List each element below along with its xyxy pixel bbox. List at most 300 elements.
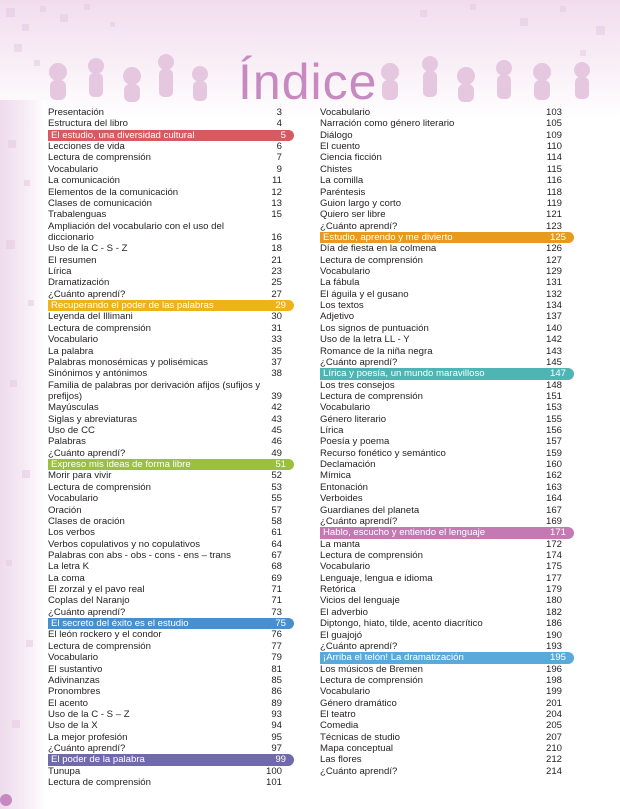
toc-entry-title: Elementos de la comunicación [48,186,179,198]
toc-entry [48,380,294,403]
toc-entry-title: Pronombres [48,686,101,698]
toc-entry [48,561,294,572]
toc-entry-page: 126 [545,243,562,255]
toc-entry-page: 16 [271,231,282,243]
toc-entry-title: ¿Cuánto aprendí? [320,515,398,527]
toc-entry [320,686,574,697]
toc-entry-page: 214 [545,765,562,777]
toc-entry-page: 115 [546,163,562,175]
toc-entry-title: Los textos [320,300,364,312]
toc-entry-page: 171 [549,527,566,539]
toc-entry [48,686,294,697]
toc-entry-page: 68 [271,561,282,573]
toc-section-header [320,527,574,538]
toc-entry [320,289,574,300]
toc-entry-title: Lectura de comprensión [48,777,151,789]
toc-entry [320,573,574,584]
toc-entry-page: 51 [275,459,286,471]
page-title: Índice [238,54,378,110]
toc-entry [320,334,574,345]
toc-entry-title: El cuento [320,141,361,153]
toc-entry-page: 58 [271,515,282,527]
toc-entry-page: 175 [545,561,562,573]
toc-entry-page: 85 [271,674,282,686]
toc-entry-page: 30 [271,311,282,323]
toc-entry-title: ¿Cuánto aprendí? [48,606,126,618]
toc-entry-title: Adivinanzas [48,674,100,686]
toc-entry [320,187,574,198]
toc-entry-title: ¿Cuánto aprendí? [320,640,398,652]
toc-entry-page: 159 [545,447,562,459]
toc-entry [320,607,574,618]
toc-entry-page: 167 [545,504,562,516]
toc-entry [320,152,574,163]
toc-entry [320,266,574,277]
toc-entry-title: Día de fiesta en la colmena [320,243,437,255]
toc-entry [48,573,294,584]
toc-entry-page: 142 [545,334,562,346]
toc-entry-title: Ciencia ficción [320,152,382,164]
toc-entry-page: 110 [546,141,562,153]
toc-entry-page: 105 [545,118,562,130]
toc-entry [48,470,294,481]
toc-entry-title: El estudio, una diversidad cultural [51,129,195,141]
toc-entry-title: Mayúsculas [48,402,99,414]
toc-entry-title: Coplas del Naranjo [48,595,130,607]
toc-entry-title: El águila y el gusano [320,288,409,300]
toc-entry-page: 127 [545,254,562,266]
toc-entry-title: Uso de la X [48,720,98,732]
toc-entry-page: 153 [545,402,562,414]
toc-entry-title: Mímica [320,470,351,482]
toc-entry [320,243,574,254]
toc-entry [320,255,574,266]
toc-entry [48,516,294,527]
toc-entry-page: 201 [545,697,562,709]
toc-entry-title: El poder de la palabra [51,754,145,766]
toc-entry [48,402,294,413]
toc-entry-page: 134 [545,300,562,312]
toc-entry-page: 57 [271,504,282,516]
toc-entry-page: 12 [271,186,282,198]
toc-entry-page: 81 [271,663,282,675]
toc-entry [320,698,574,709]
toc-entry [320,414,574,425]
toc-entry-page: 205 [545,720,562,732]
toc-entry-page: 6 [276,141,282,153]
toc-entry [48,550,294,561]
toc-entry [48,198,294,209]
toc-entry-page: 31 [271,322,282,334]
toc-entry [320,311,574,322]
toc-entry-title: Vocabulario [320,106,371,118]
toc-entry-title: El zorzal y el pavo real [48,584,145,596]
toc-entry-page: 162 [545,470,562,482]
toc-entry-title: Género dramático [320,697,397,709]
toc-entry-title: Recurso fonético y semántico [320,447,446,459]
toc-entry [48,709,294,720]
toc-entry-title: Género literario [320,413,387,425]
toc-entry-title: ¿Cuánto aprendí? [48,743,126,755]
toc-entry [48,732,294,743]
toc-entry [48,664,294,675]
toc-section-header [48,618,294,629]
toc-entry-page: 180 [545,595,562,607]
toc-entry [48,334,294,345]
toc-entry-page: 21 [271,254,282,266]
toc-entry-page: 55 [271,493,282,505]
toc-entry [48,107,294,118]
toc-entry-page: 179 [545,584,562,596]
toc-entry-title: Chistes [320,163,352,175]
toc-entry [320,357,574,368]
toc-entry [48,187,294,198]
toc-entry [320,471,574,482]
toc-entry-title: Recuperando el poder de las palabras [51,300,214,312]
toc-entry [48,368,294,379]
toc-entry-page: 76 [271,629,282,641]
toc-entry-title: Comedia [320,720,359,732]
toc-entry-title: El sustantivo [48,663,103,675]
toc-entry-title: Hablo, escucho y entiendo el lenguaje [323,527,486,539]
toc-entry [48,629,294,640]
toc-entry [320,709,574,720]
toc-entry-title: ¿Cuánto aprendí? [320,356,398,368]
toc-entry [320,175,574,186]
toc-entry-page: 43 [271,413,282,425]
toc-entry-page: 116 [546,175,562,187]
toc-entry-title: Diálogo [320,129,353,141]
toc-entry-title: Expreso mis ideas de forma libre [51,459,191,471]
toc-entry [320,323,574,334]
toc-entry [320,550,574,561]
toc-entry-title: Lectura de comprensión [48,481,151,493]
toc-entry-title: Dramatización [48,277,110,289]
toc-entry [320,448,574,459]
toc-entry [320,436,574,447]
toc-entry [320,459,574,470]
toc-entry-title: El resumen [48,254,97,266]
toc-section-header [48,300,294,311]
toc-entry [48,584,294,595]
toc-entry [48,595,294,606]
toc-entry-page: 93 [271,708,282,720]
toc-entry-page: 156 [545,425,562,437]
toc-entry-page: 71 [271,584,282,596]
toc-entry-page: 52 [271,470,282,482]
toc-entry-page: 155 [545,413,562,425]
toc-entry [320,107,574,118]
toc-entry-title: Retórica [320,584,356,596]
toc-entry-title: Verboides [320,493,363,505]
toc-entry-title: Lectura de comprensión [48,640,151,652]
toc-entry-title: Los signos de puntuación [320,322,429,334]
toc-entry-page: 199 [545,686,562,698]
toc-entry [320,380,574,391]
toc-entry-page: 64 [271,538,282,550]
toc-entry [48,255,294,266]
toc-entry-page: 160 [545,459,562,471]
toc-entry [320,209,574,220]
toc-entry-title: El adverbio [320,606,368,618]
toc-entry-title: La letra K [48,561,90,573]
toc-entry-title: Verbos copulativos y no copulativos [48,538,200,550]
toc-entry [320,584,574,595]
toc-entry-title: Narración como género literario [320,118,455,130]
toc-entry [320,720,574,731]
toc-entry-title: Entonación [320,481,369,493]
toc-entry-title: Lenguaje, lengua e idioma [320,572,433,584]
toc-entry-title: Leyenda del Illimani [48,311,133,323]
toc-entry-page: 109 [545,129,562,141]
toc-entry-page: 37 [271,356,282,368]
toc-entry [48,141,294,152]
toc-entry [48,539,294,550]
toc-entry-title: Palabras monosémicas y polisémicas [48,356,208,368]
toc-entry [48,448,294,459]
toc-entry-page: 49 [271,447,282,459]
toc-entry [48,675,294,686]
toc-entry-page: 79 [271,652,282,664]
toc-entry-page: 75 [275,618,286,630]
toc-entry-page: 95 [271,731,282,743]
toc-entry-page: 129 [545,266,562,278]
toc-entry [48,527,294,538]
toc-entry [48,425,294,436]
toc-entry-page: 99 [275,754,286,766]
toc-entry-title: El secreto del éxito es el estudio [51,618,189,630]
toc-entry-title: Palabras [48,436,86,448]
toc-entry-title: El acento [48,697,89,709]
toc-entry [320,539,574,550]
toc-entry-page: 38 [271,368,282,380]
toc-entry [48,698,294,709]
toc-entry-title: Lecciones de vida [48,141,125,153]
toc-entry-page: 143 [545,345,562,357]
toc-entry-page: 11 [272,175,282,187]
toc-entry-title: Los verbos [48,527,95,539]
toc-entry [48,482,294,493]
toc-entry-title: Adjetivo [320,311,355,323]
toc-entry-page: 210 [545,743,562,755]
toc-entry-title: Morir para vivir [48,470,112,482]
toc-entry-title: Lectura de comprensión [48,322,151,334]
toc-entry-title: Vocabulario [320,686,371,698]
toc-entry-page: 125 [549,231,566,243]
toc-entry [48,777,294,788]
toc-entry [48,243,294,254]
toc-entry-page: 7 [276,152,282,164]
toc-entry [320,141,574,152]
toc-entry-page: 67 [271,549,282,561]
toc-entry-page: 13 [271,197,282,209]
toc-entry-title: La comunicación [48,175,120,187]
toc-entry [320,221,574,232]
toc-entry [320,118,574,129]
toc-entry-page: 137 [545,311,562,323]
toc-entry-title: Vicios del lenguaje [320,595,400,607]
toc-entry-title: Uso de CC [48,424,95,436]
toc-entry [320,516,574,527]
toc-entry-page: 53 [271,481,282,493]
toc-entry [320,561,574,572]
toc-entry-page: 207 [545,731,562,743]
toc-left-column [48,107,294,789]
toc-entry-page: 97 [271,743,282,755]
toc-entry-title: Vocabulario [48,493,99,505]
toc-entry-page: 69 [271,572,282,584]
toc-entry-title: Diptongo, hiato, tilde, acento diacrítico [320,618,483,630]
toc-entry-title: La mejor profesión [48,731,128,743]
toc-entry-title: ¿Cuánto aprendí? [320,765,398,777]
toc-entry [320,743,574,754]
toc-entry-page: 86 [271,686,282,698]
toc-entry-title: Vocabulario [320,402,371,414]
toc-entry-title: Lírica [48,265,72,277]
toc-entry-title: La palabra [48,345,94,357]
toc-entry-page: 212 [545,754,562,766]
toc-entry [48,175,294,186]
toc-entry [320,766,574,777]
toc-entry [320,346,574,357]
toc-entry-title: Lírica [320,425,344,437]
toc-entry-page: 145 [545,356,562,368]
toc-entry-page: 163 [545,481,562,493]
toc-entry-page: 103 [545,106,562,118]
toc-entry-page: 73 [271,606,282,618]
toc-entry-page: 42 [271,402,282,414]
toc-entry-page: 25 [271,277,282,289]
toc-entry-title: ¿Cuánto aprendí? [320,220,398,232]
toc-entry-title: Los tres consejos [320,379,395,391]
toc-entry-page: 174 [545,550,562,561]
toc-entry-title: Lectura de comprensión [320,550,423,561]
toc-entry-title: Tunupa [48,765,81,777]
toc-entry-title: Uso de la C - S – Z [48,708,130,720]
toc-entry-page: 123 [545,220,562,232]
toc-section-header [48,130,294,141]
toc-entry [48,346,294,357]
toc-section-header [48,459,294,470]
toc-entry-title: Clases de oración [48,515,125,527]
toc-entry-page: 100 [265,765,282,777]
toc-entry-title: Siglas y abreviaturas [48,413,138,425]
toc-entry [320,641,574,652]
toc-entry-page: 121 [545,209,562,221]
toc-entry-title: Lectura de comprensión [320,674,423,686]
toc-entry-title: Lectura de comprensión [48,152,151,164]
toc-entry-page: 114 [546,152,562,164]
toc-entry-title: Ampliación del vocabulario con el uso del diccionario [48,220,224,243]
toc-entry [320,630,574,641]
toc-entry-title: Sinónimos y antónimos [48,368,148,380]
toc-entry-title: Trabalenguas [48,209,107,221]
toc-entry [48,607,294,618]
toc-entry [320,732,574,743]
toc-entry-page: 27 [271,288,282,300]
toc-entry [320,130,574,141]
toc-entry [48,277,294,288]
toc-entry-title: Palabras con abs - obs - cons - ens – trans [48,549,231,561]
toc-entry-page: 172 [545,538,562,550]
toc-entry-page: 15 [271,209,282,221]
toc-entry-page: 151 [545,390,562,402]
toc-entry-page: 101 [265,777,282,789]
toc-entry-title: La manta [320,538,361,550]
toc-entry-title: Lírica y poesía, un mundo maravilloso [323,368,485,380]
toc-entry-title: Estudio, aprendo y me divierto [323,231,453,243]
toc-entry [48,743,294,754]
toc-entry [320,493,574,504]
toc-section-header [320,652,574,663]
toc-entry-page: 5 [280,129,286,141]
toc-entry [48,766,294,777]
toc-entry-title: Clases de comunicación [48,197,152,209]
toc-entry-page: 89 [271,697,282,709]
toc-entry-title: Declamación [320,459,376,471]
toc-entry [320,595,574,606]
toc-entry-title: Mapa conceptual [320,743,394,755]
toc-entry-page: 45 [271,424,282,436]
toc-entry-page: 182 [545,606,562,618]
toc-entry-page: 186 [545,618,562,630]
toc-entry [48,357,294,368]
toc-entry-title: Vocabulario [320,561,371,573]
toc-entry-title: Poesía y poema [320,436,390,448]
toc-entry-title: ¿Cuánto aprendí? [48,447,126,459]
toc-entry-title: El teatro [320,709,356,721]
toc-entry [48,414,294,425]
toc-entry-page: 3 [276,106,282,118]
toc-entry-page: 61 [271,527,282,539]
toc-entry [48,436,294,447]
toc-entry [320,402,574,413]
toc-entry [48,221,294,244]
toc-entry-page: 204 [545,709,562,721]
toc-entry [320,618,574,629]
toc-entry-page: 39 [271,390,282,402]
toc-entry-title: ¿Cuánto aprendí? [48,288,126,300]
toc-entry [320,754,574,765]
toc-entry [320,505,574,516]
left-margin-background [0,100,46,809]
toc-entry [48,209,294,220]
toc-entry-page: 190 [545,629,562,641]
toc-entry-title: Vocabulario [48,163,99,175]
toc-entry [48,311,294,322]
toc-entry [48,118,294,129]
toc-entry-title: Los músicos de Bremen [320,663,423,675]
toc-entry-title: Oración [48,504,82,516]
toc-entry-page: 9 [276,163,282,175]
toc-entry-title: La fábula [320,277,360,289]
toc-entry-page: 118 [546,186,562,198]
toc-entry-page: 77 [271,640,282,652]
toc-entry [48,641,294,652]
toc-entry-page: 119 [546,197,562,209]
toc-entry [320,425,574,436]
toc-right-column [320,107,574,777]
toc-section-header [48,754,294,765]
toc-entry [48,652,294,663]
toc-entry [320,664,574,675]
toc-entry-page: 29 [275,300,286,312]
toc-entry [48,720,294,731]
toc-entry-title: Estructura del libro [48,118,128,130]
toc-section-header [320,368,574,379]
toc-entry-page: 46 [271,436,282,448]
toc-entry-title: El león rockero y el condor [48,629,162,641]
